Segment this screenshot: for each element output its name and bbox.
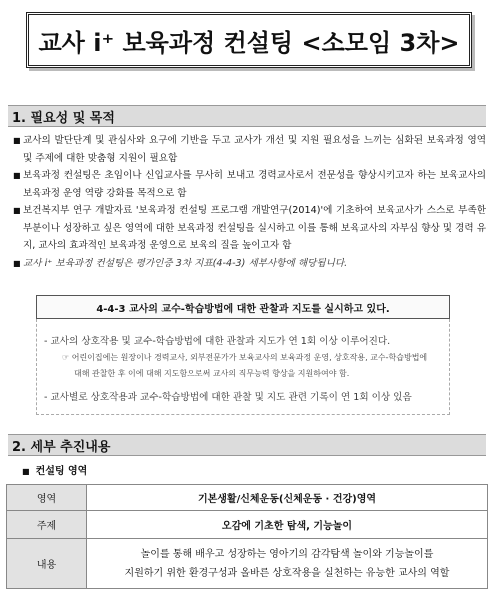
table-label-cell: 내용: [7, 539, 87, 589]
table-value-cell: 기본생활/신체운동(신체운동 · 건강)영역: [87, 485, 488, 511]
section-heading-label: 1. 필요성 및 목적: [12, 110, 115, 126]
square-bullet-icon: ■: [13, 206, 21, 215]
list-item: [12, 202, 486, 255]
content-line: 놀이를 통해 배우고 성장하는 영아기의 감각탐색 놀이와 기능놀이를: [140, 548, 434, 560]
square-bullet-icon: ■: [13, 258, 21, 268]
subheading: [22, 462, 87, 477]
list-item: [12, 132, 486, 167]
criteria-note: 대해 관찰한 후 이에 대해 지도함으로써 교사의 직무능력 향상을 지원하여야 함.: [74, 369, 350, 378]
content-line: 지원하기 위한 환경구성과 올바른 상호작용을 실천하는 유능한 교사의 역할: [124, 567, 450, 579]
section-heading-details: [8, 434, 486, 456]
table-row: [7, 511, 488, 539]
section-heading-purpose: [8, 105, 486, 127]
square-bullet-icon: ■: [13, 136, 21, 145]
bullet-text: 보육과정 컨설팅은 초임이나 신입교사를 무사히 보내고 경력교사로서 전문성을 향상시키고자 하는 보육교사의 보육과정 운영 역량 강화를 목적으로 함: [23, 170, 486, 199]
page-title: 교사 i⁺ 보육과정 컨설팅 <소모임 3차>: [38, 28, 460, 57]
list-item-note: [12, 255, 486, 273]
criteria-line: - 교사의 상호작용 및 교수-학습방법에 대한 관찰과 지도가 연 1회 이상 이루어진다.: [44, 336, 391, 347]
criteria-line: - 교사별로 상호작용과 교수-학습방법에 대한 관찰 및 지도 관련 기록이 연 1회 이상 있음: [44, 392, 412, 403]
table-row: [7, 485, 488, 511]
title-box: [26, 12, 472, 68]
table-label-cell: 주제: [7, 511, 87, 539]
criteria-title-box: [36, 295, 450, 319]
list-item: [12, 167, 486, 202]
square-bullet-icon: ■: [22, 467, 30, 476]
note-text: 교사 i⁺ 보육과정 컨설팅은 평가인증 3차 지표(4-4-3) 세부사항에 해당됩니다.: [23, 257, 348, 269]
bullet-text: 교사의 발단단계 및 관심사와 요구에 기반을 두고 교사가 개선 및 지원 필요성을 느끼는 심화된 보육과정 영역 및 주제에 대한 맞춤형 지원이 필요함: [23, 135, 486, 164]
criteria-title: 4-4-3 교사의 교수-학습방법에 대한 관찰과 지도를 실시하고 있다.: [96, 303, 390, 315]
bullet-text: 보건복지부 연구 개발자료 '보육과정 컨설팅 프로그램 개발연구(2014)'에 기초하여 보육교사가 스스로 부족한 부분이나 성장하고 싶은 영역에 대한 보육과정 컨설팅을 실시하고 이를 통해 보육교사의 자부심 향상 및 경력 유지, 교사의 효과적인 보육과정 운영으로 보육의 질을 높이고자 함: [23, 205, 486, 251]
table-label-cell: 영역: [7, 485, 87, 511]
section-heading-label: 2. 세부 추진내용: [12, 439, 111, 455]
table-row: [7, 539, 488, 589]
criteria-note: ☞ 어린이집에는 원장이나 경력교사, 외부전문가가 보육교사의 보육과정 운영, 상호작용, 교수-학습방법에: [62, 353, 428, 362]
subheading-label: 컨설팅 영역: [35, 466, 88, 477]
square-bullet-icon: ■: [13, 171, 21, 180]
purpose-bullet-list: [12, 132, 486, 272]
consulting-table: [6, 484, 488, 589]
table-value-cell: 오감에 기초한 탐색, 기능놀이: [87, 511, 488, 539]
table-value-cell: [87, 539, 488, 589]
